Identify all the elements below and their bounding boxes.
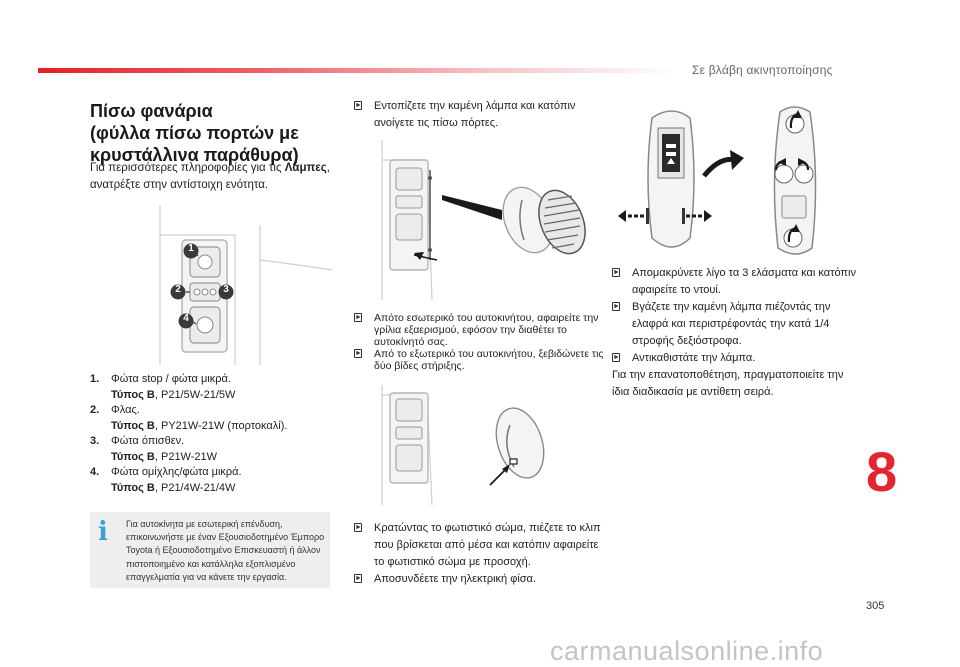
bulb-number: 4. — [90, 466, 100, 478]
step-text: Αντικαθιστάτε την λάμπα. — [632, 352, 756, 364]
step-item — [612, 299, 862, 350]
bulb-type-value: , PY21W-21W (πορτοκαλί). — [154, 419, 288, 432]
bulb-type-value: , P21/4W-21/4W — [154, 481, 236, 494]
bulb-item — [90, 465, 340, 496]
step-text: Απομακρύνετε λίγο τα 3 ελάσματα και κατόπιν αφαιρείτε το ντουί. — [632, 267, 856, 296]
step-text: Εντοπίζετε την καμένη λάμπα και κατόπιν ανοίγετε τις πίσω πόρτες. — [374, 100, 576, 129]
steps-col2-top — [354, 98, 604, 132]
intro-link-lamps: Λάμπες — [284, 162, 327, 174]
step-marker-icon: ► — [355, 524, 362, 531]
bulb-list — [90, 372, 340, 496]
bulb-item — [90, 434, 340, 465]
step-text: Κρατώντας το φωτιστικό σώμα, πιέζετε το κλιπ που βρίσκεται από μέσα και κατόπιν αφαιρείτε το φωτιστικό σώμα με προσοχή. — [374, 522, 601, 568]
bulb-type-value: , P21W-21W — [154, 450, 218, 463]
steps-col3 — [612, 265, 862, 401]
bulb-holder-figure — [612, 98, 827, 258]
bulb-type-value: , P21/5W-21/5W — [154, 388, 236, 401]
rear-light-figure — [140, 205, 335, 365]
step-item — [354, 312, 604, 348]
chapter-number: 8 — [866, 440, 898, 503]
callout-label-4: 4 — [183, 313, 189, 324]
bulb-name: Φώτα stop / φώτα μικρά. — [111, 373, 231, 385]
watermark: carmanualsonline.info — [550, 636, 824, 666]
section-title-line: Πίσω φανάρια — [90, 101, 213, 121]
intro-paragraph — [90, 160, 350, 194]
step-item — [354, 348, 604, 372]
bulb-number: 2. — [90, 404, 100, 416]
section-title-line: κρυστάλλινα παράθυρα) — [90, 145, 299, 165]
callout-label-1: 1 — [188, 243, 194, 254]
step-marker-icon: ► — [355, 102, 362, 109]
header-accent-bar — [38, 68, 678, 73]
section-title-line: (φύλλα πίσω πορτών με — [90, 123, 299, 143]
bulb-number: 3. — [90, 435, 100, 447]
step-item — [612, 265, 862, 299]
step-marker-icon: ► — [613, 303, 620, 310]
step-marker-icon: ► — [355, 575, 362, 582]
bulb-item — [90, 403, 340, 434]
step-marker-icon: ► — [355, 350, 362, 357]
step-text: Αποσυνδέετε την ηλεκτρική φίσα. — [374, 573, 536, 585]
callout-label-2: 2 — [175, 284, 181, 295]
steps-col2-bottom — [354, 520, 604, 588]
steps-col2-mid — [354, 312, 604, 372]
step-marker-icon: ► — [355, 314, 362, 321]
bulb-number: 1. — [90, 373, 100, 385]
info-icon: i — [98, 517, 108, 547]
vent-grille-figure — [352, 140, 602, 300]
bulb-type-label: Τύπος B — [111, 450, 155, 463]
step-text: Από το εξωτερικό του αυτοκινήτου, ξεβιδώνετε τις δύο βίδες στήριξης. — [374, 348, 604, 372]
info-text: Για αυτοκίνητα με εσωτερική επένδυση, επικοινωνήστε με έναν Εξουσιοδοτημένο Έμπορο Toyota ή Εξουσιοδοτημένο Επισκευαστή ή άλλον πιστοποιημένο και κατάλληλα εξοπλισμένο επαγγελματία για να κάνετε την εργασία. — [126, 519, 325, 582]
bulb-name: Φώτα όπισθεν. — [111, 435, 185, 447]
reinstall-note: Για την επανατοποθέτηση, πραγματοποιείτε την ίδια διαδικασία με αντίθετη σειρά. — [612, 369, 844, 398]
bulb-type-label: Τύπος B — [111, 481, 155, 494]
intro-tail: , — [326, 162, 330, 174]
step-item — [354, 520, 604, 571]
step-text: Βγάζετε την καμένη λάμπα πιέζοντάς την ελαφρά και περιστρέφοντάς την κατά 1/4 στροφής δεξιόστροφα. — [632, 301, 831, 347]
page-number: 305 — [866, 600, 885, 612]
bulb-item — [90, 372, 340, 403]
bulb-type-label: Τύπος B — [111, 388, 155, 401]
callout-label-3: 3 — [223, 284, 229, 295]
intro-text: Για περισσότερες πληροφορίες για τις — [90, 162, 285, 174]
step-marker-icon: ► — [613, 354, 620, 361]
step-item — [354, 98, 604, 132]
chapter-title: Σε βλάβη ακινητοποίησης — [692, 63, 833, 77]
section-title — [90, 100, 340, 166]
unscrew-figure — [352, 385, 552, 505]
bulb-name: Φλας. — [111, 404, 140, 416]
step-item — [354, 571, 604, 588]
bulb-type-label: Τύπος B — [111, 419, 155, 432]
intro-text-line2: ανατρέξτε στην αντίστοιχη ενότητα. — [90, 179, 269, 191]
bulb-name: Φώτα ομίχλης/φώτα μικρά. — [111, 466, 242, 478]
step-marker-icon: ► — [613, 269, 620, 276]
step-text: Απότο εσωτερικό του αυτοκινήτου, αφαιρείτε την γρίλια εξαερισμού, εφόσον την διαθέτει το αυτοκίνητό σας. — [374, 312, 599, 348]
info-box — [90, 512, 330, 588]
step-item — [612, 350, 862, 367]
